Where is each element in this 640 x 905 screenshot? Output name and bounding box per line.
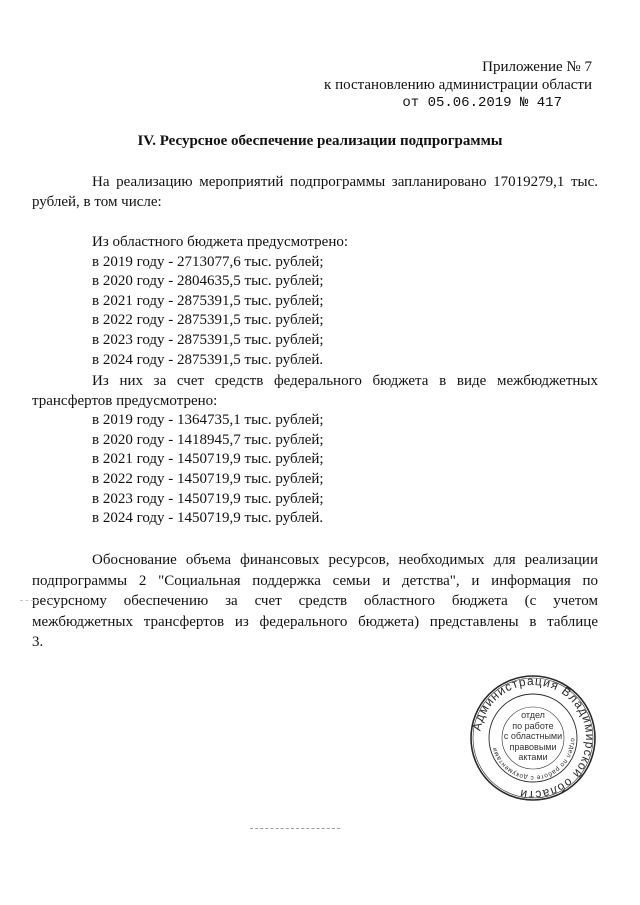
federal-year-item: в 2019 году - 1364735,1 тыс. рублей; [92,412,324,429]
stamp-center-line: правовыми [509,741,557,752]
stamp-inner-ring-text: отдел по работе с документами [491,737,577,782]
appendix-label: Приложение № 7 [482,59,592,75]
justification-line: Обоснование объема финансовых ресурсов, необходимых для реализации [92,552,598,568]
intro-line: рублей, в том числе: [32,193,162,210]
justification-line: подпрограммы 2 "Социальная поддержка семьи и детства", и информация по [32,572,598,589]
federal-year-item: в 2024 году - 1450719,9 тыс. рублей. [92,510,324,527]
stamp-center-line: по работе [512,720,554,731]
document-header [324,58,592,112]
stamp-center-line: с областными [503,731,563,741]
regional-year-item: в 2022 году - 2875391,5 тыс. рублей; [92,312,324,329]
stamp-center-line: актами [518,752,548,762]
regional-year-item: в 2020 году - 2804635,5 тыс. рублей; [92,273,324,290]
regional-budget-heading: Из областного бюджета предусмотрено: [92,234,349,250]
resolution-date-number: от 05.06.2019 № 417 [402,95,562,111]
intro-paragraph [32,173,612,212]
scan-artifact-line [250,828,340,830]
regional-budget-block [92,233,612,370]
federal-heading-line: трансфертов предусмотрено: [32,392,218,409]
justification-line: ресурсному обеспечению за счет средств областного бюджета (с учетом [32,593,598,609]
stamp-center-line: отдел [521,710,545,720]
justification-line: межбюджетных трансфертов из федерального бюджета) представлены в таблице [32,613,598,630]
regional-year-item: в 2023 году - 2875391,5 тыс. рублей; [92,331,324,348]
federal-transfers-block [32,372,612,529]
justification-line: 3. [32,634,44,650]
federal-year-item: в 2022 году - 1450719,9 тыс. рублей; [92,470,324,487]
federal-year-item: в 2023 году - 1450719,9 тыс. рублей; [92,490,324,507]
regional-year-item: в 2021 году - 2875391,5 тыс. рублей; [92,292,324,309]
regional-year-item: в 2019 году - 2713077,6 тыс. рублей; [92,253,324,270]
federal-year-item: в 2020 году - 1418945,7 тыс. рублей; [92,431,324,448]
justification-paragraph [32,550,612,653]
resolution-reference: к постановлению администрации области [324,77,592,93]
intro-line: На реализацию мероприятий подпрограммы запланировано 17019279,1 тыс. [92,174,598,190]
federal-year-item: в 2021 году - 1450719,9 тыс. рублей; [92,451,324,468]
regional-year-item: в 2024 году - 2875391,5 тыс. рублей. [92,351,324,368]
section-title: IV. Ресурсное обеспечение реализации подпрограммы [137,133,503,149]
stamp-outer-text: Администрация Владимирской области [469,673,598,803]
stamp-center-label [468,710,598,763]
scan-artifact-line [20,600,50,602]
official-stamp [468,673,598,803]
federal-heading-line: Из них за счет средств федерального бюджета в виде межбюджетных [92,373,598,389]
